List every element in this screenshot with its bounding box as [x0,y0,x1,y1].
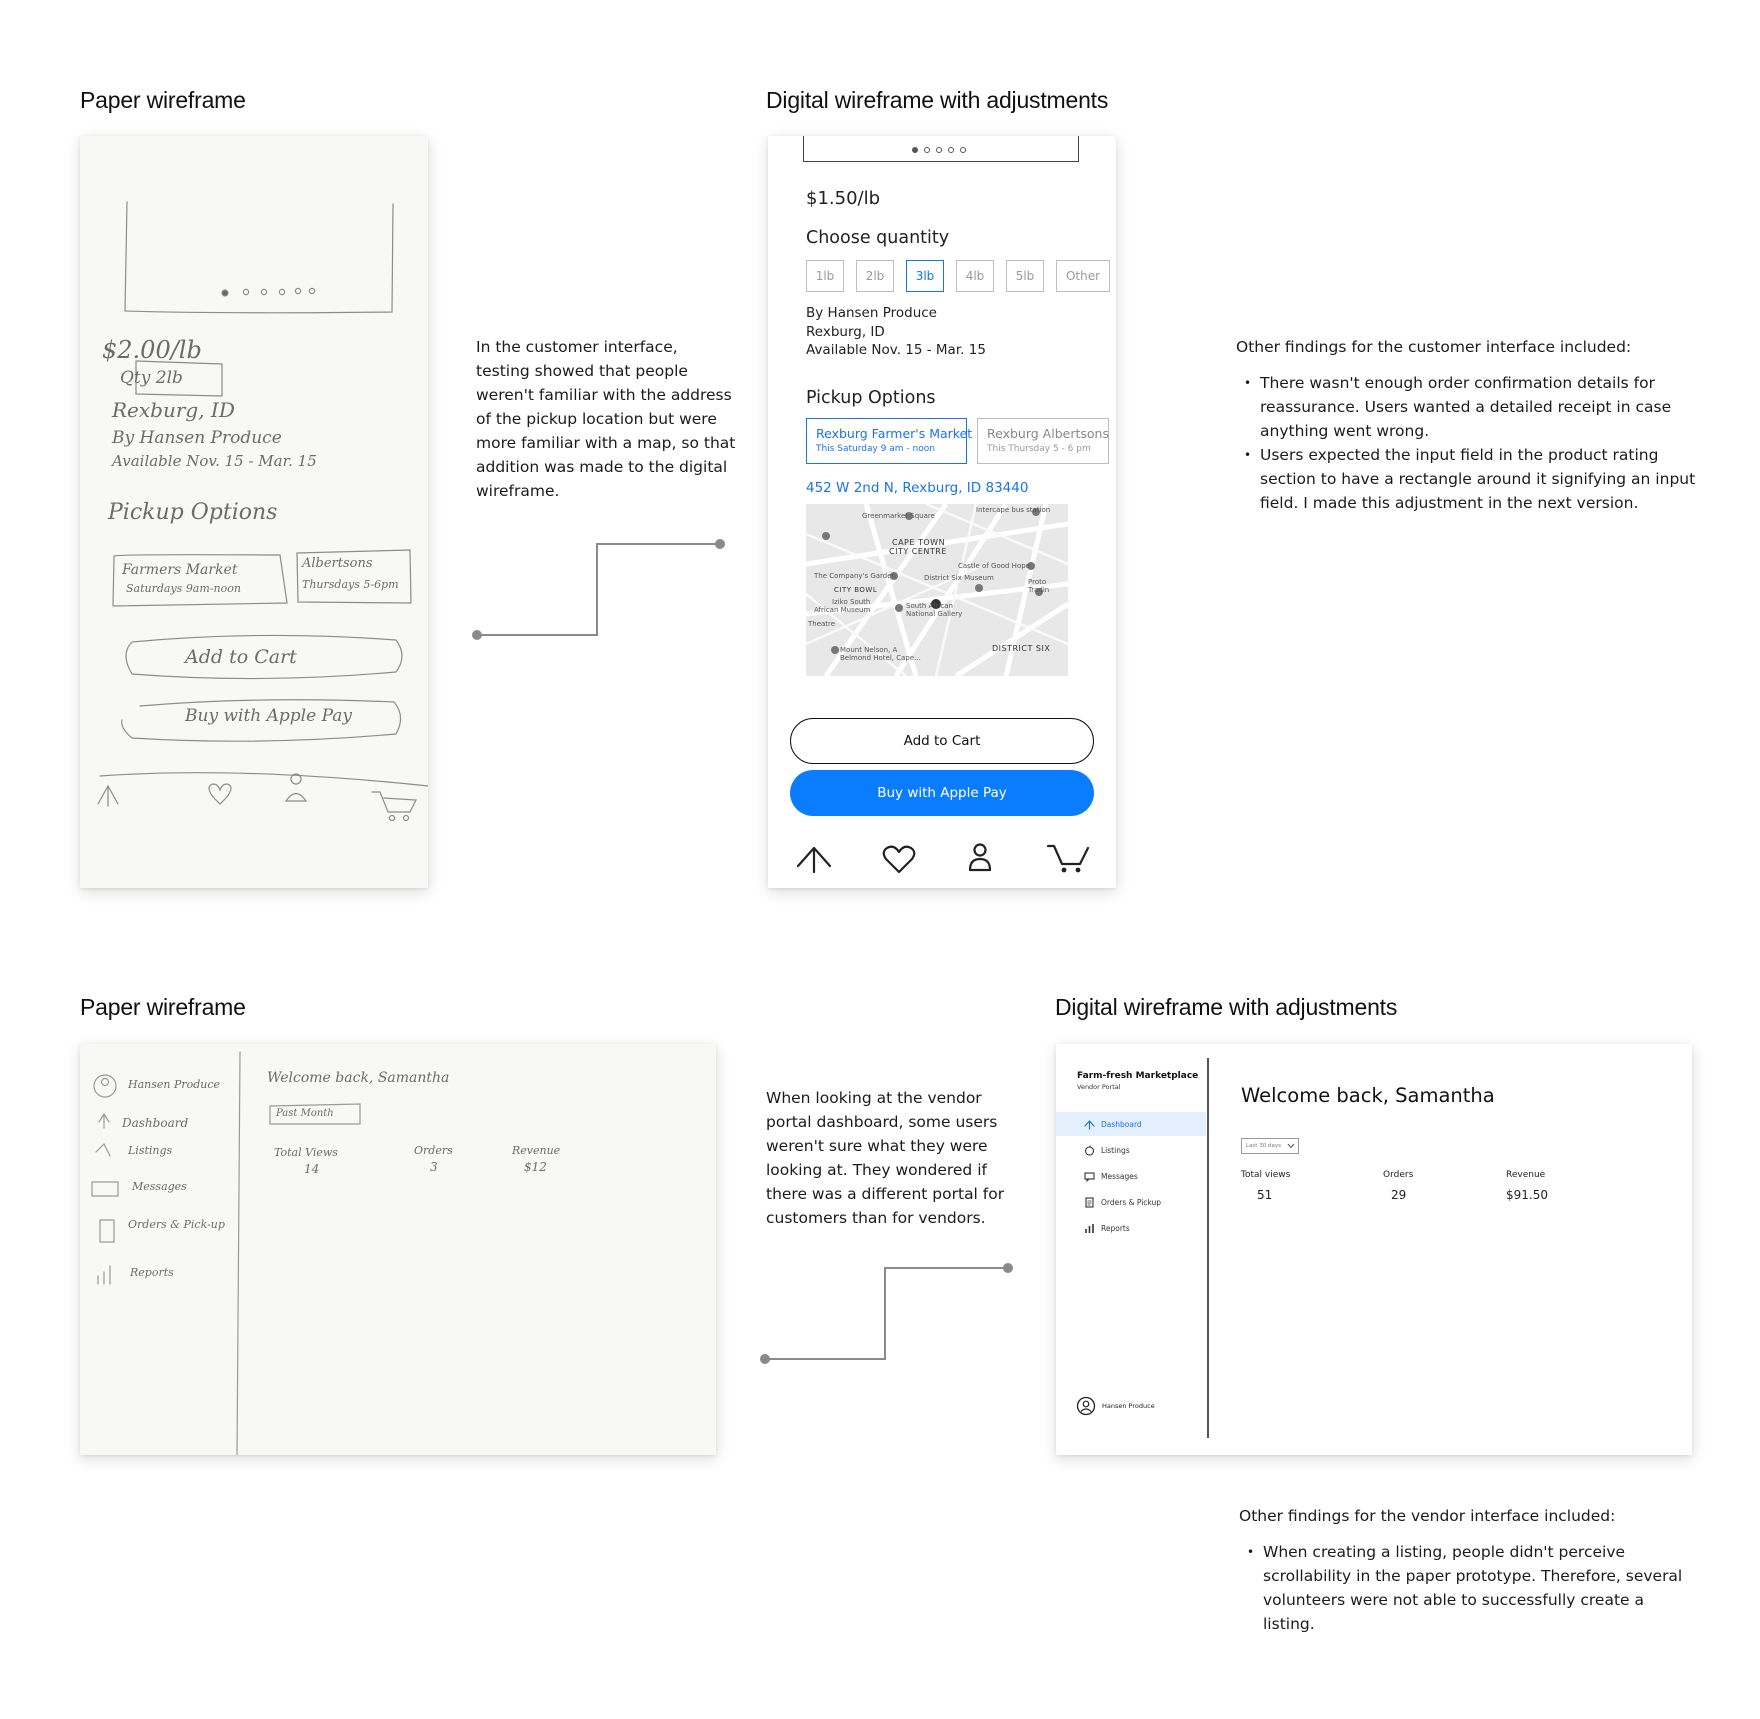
sidebar-item-label: Reports [1101,1223,1130,1233]
sketch-pickup-heading: Pickup Options [108,500,278,525]
sketch-pickup-a-line2: Saturdays 9am-noon [126,582,241,595]
availability: Available Nov. 15 - Mar. 15 [806,342,986,358]
sketch-nav-item: Dashboard [122,1116,189,1130]
sketch-apple-pay: Buy with Apple Pay [185,706,352,726]
top-paper-title: Paper wireframe [80,87,246,113]
pickup-address-link[interactable]: 452 W 2nd N, Rexburg, ID 83440 [806,480,1029,496]
sidebar-item-messages[interactable] [1056,1164,1206,1188]
top-digital-title: Digital wireframe with adjustments [766,87,1109,113]
map-label: CITY CENTRE [889,547,947,556]
customer-findings-intro: Other findings for the customer interface included: [1236,338,1632,356]
map-label: Belmond Hotel, Cape... [840,654,921,662]
finding-item: • When creating a listing, people didn't perceive scrollability in the paper prototype. Therefore, several volunteers were not able to successfully create a listing. [1239,1540,1699,1636]
price: $1.50/lb [806,188,881,209]
pickup-option-albertsons[interactable] [977,418,1109,464]
stat-orders [1383,1170,1413,1202]
stat-label: Total views [1241,1170,1291,1180]
quantity-option-3lb[interactable]: 3lb [906,260,944,292]
heart-icon[interactable] [882,844,916,874]
home-icon[interactable] [796,842,832,874]
bar-chart-icon [1084,1223,1095,1234]
pickup-options-heading: Pickup Options [806,388,936,408]
map-label: Proto Tradin [1028,578,1050,594]
stat-label: Revenue [1506,1170,1546,1180]
seller-name: By Hansen Produce [806,305,937,321]
pickup-option-time: This Saturday 9 am - noon [816,444,935,454]
document-icon [1084,1197,1095,1208]
vendor-findings [1239,1504,1699,1636]
sketch-pickup-b-line1: Albertsons [302,556,373,571]
map-label: African Museum [814,606,871,614]
vendor-digital-wireframe [1056,1044,1692,1455]
sketch-location: Rexburg, ID [112,398,235,422]
vendor-note: When looking at the vendor portal dashboard, some users weren't sure what they were looking at. They wondered if there was a different portal for customers than for vendors. [766,1089,1005,1227]
stat-total-views [1241,1170,1290,1202]
sketch-nav-item: Messages [132,1180,187,1193]
sketch-welcome: Welcome back, Samantha [267,1070,450,1086]
sidebar-item-label: Orders & Pickup [1101,1197,1162,1207]
vendor-account-name: Hansen Produce [1102,1402,1155,1410]
home-icon [1084,1119,1095,1130]
quantity-option-2lb[interactable]: 2lb [856,260,894,292]
apple-pay-button[interactable]: Buy with Apple Pay [790,770,1094,816]
customer-findings [1236,335,1696,515]
quantity-option-1lb[interactable]: 1lb [806,260,844,292]
sidebar-item-label: Listings [1101,1145,1130,1155]
map-label: Mount Nelson, A [840,646,898,654]
profile-icon[interactable] [968,842,992,874]
sidebar-item-reports[interactable] [1056,1216,1206,1240]
portal-label: Vendor Portal [1077,1083,1121,1091]
sketch-lines [80,1044,716,1455]
welcome-heading: Welcome back, Samantha [1241,1084,1495,1107]
sketch-stat-label: Revenue [512,1144,561,1157]
map-label: South African [906,602,953,610]
carousel-dots[interactable] [912,147,966,153]
customer-note: In the customer interface, testing showed that people weren't familiar with the address of the pickup location but were more familiar with a map, so that addition was made to the digital wireframe. [476,338,736,500]
map-label: Iziko South [832,598,871,606]
seller-info [806,304,986,360]
pickup-option-time: This Thursday 5 - 6 pm [987,444,1091,454]
sketch-available: Available Nov. 15 - Mar. 15 [112,452,317,470]
produce-icon [1084,1145,1095,1156]
date-range-select[interactable] [1241,1138,1299,1154]
quantity-option-other[interactable]: Other [1056,260,1110,292]
pickup-option-name: Rexburg Farmer's Market [816,426,973,441]
sketch-nav-item: Listings [128,1144,173,1157]
app-name: Farm-fresh Marketplace [1077,1071,1199,1081]
message-icon [1084,1171,1095,1182]
sketch-pickup-a-line1: Farmers Market [122,562,238,578]
map-label: The Company's Garden [814,572,896,580]
sidebar-item-label: Messages [1101,1171,1138,1181]
connector-line [470,536,730,642]
image-carousel[interactable] [803,136,1079,162]
map-label: District Six Museum [924,574,994,582]
map-label: CITY BOWL [834,586,878,594]
sketch-stat-label: Orders [414,1144,453,1157]
bottom-digital-title: Digital wireframe with adjustments [1055,994,1398,1020]
sketch-stat-value: $12 [524,1160,547,1174]
sketch-nav-item: Orders & Pick-up [128,1218,225,1231]
sketch-price: $2.00/lb [102,336,202,364]
sketch-stat-value: 14 [304,1162,320,1176]
map-label: Intercape bus station [976,506,1051,514]
sketch-nav-item: Reports [130,1266,174,1279]
quantity-option-5lb[interactable]: 5lb [1006,260,1044,292]
quantity-option-4lb[interactable]: 4lb [956,260,994,292]
quantity-options [806,260,1116,294]
sidebar-nav [1056,1112,1207,1252]
bottom-paper-title: Paper wireframe [80,994,246,1020]
vendor-paper-wireframe [80,1044,716,1455]
map-label: Greenmarket Square [862,512,935,520]
cart-icon[interactable] [1046,844,1090,874]
customer-findings-list [1236,371,1696,515]
stat-value: $91.50 [1506,1188,1548,1202]
stat-label: Orders [1383,1170,1414,1180]
stat-value: 29 [1391,1188,1407,1202]
vendor-account[interactable] [1076,1396,1155,1416]
sketch-vendor: Hansen Produce [128,1078,221,1091]
finding-item: • Users expected the input field in the product rating section to have a rectangle around it signifying an input field. I made this adjustment in the next version. [1236,443,1696,515]
avatar-icon [1076,1396,1096,1416]
map-label: DISTRICT SIX [992,644,1051,653]
sidebar-divider [1207,1058,1209,1438]
pickup-option-farmers-market[interactable] [806,418,973,464]
sketch-stat-value: 3 [430,1160,438,1174]
seller-location: Rexburg, ID [806,323,885,340]
stat-value: 51 [1257,1188,1273,1202]
sketch-qty: Qty 2lb [120,368,183,388]
connector-line [758,1260,1016,1366]
customer-paper-wireframe [80,136,428,888]
map-label: CAPE TOWN [892,538,946,547]
finding-item: • There wasn't enough order confirmation details for reassurance. Users wanted a detailed receipt in case anything went wrong. [1236,371,1696,443]
sketch-pickup-b-line2: Thursdays 5-6pm [302,578,399,591]
chevron-down-icon [1287,1143,1295,1149]
pickup-map[interactable] [806,504,1068,676]
customer-digital-wireframe [768,136,1116,888]
choose-quantity-label: Choose quantity [806,228,950,248]
sketch-filter: Past Month [276,1108,334,1119]
map-label: National Gallery [906,610,963,618]
vendor-findings-intro: Other findings for the vendor interface included: [1239,1507,1616,1525]
pickup-option-name: Rexburg Albertsons [987,426,1109,441]
sidebar-item-label: Dashboard [1101,1119,1142,1129]
sketch-stat-label: Total Views [274,1146,338,1159]
map-label: Theatre [808,620,836,628]
map-label: Castle of Good Hope [958,562,1030,570]
vendor-findings-list [1239,1540,1699,1636]
sidebar-item-dashboard[interactable] [1056,1112,1206,1136]
sketch-add-to-cart: Add to Cart [185,646,297,668]
sketch-by: By Hansen Produce [112,428,282,448]
add-to-cart-button[interactable]: Add to Cart [790,718,1094,764]
stat-revenue [1506,1170,1548,1202]
date-range-value: Last 30 days [1246,1143,1281,1149]
sidebar-item-orders-pickup[interactable] [1056,1190,1206,1214]
sidebar-item-listings[interactable] [1056,1138,1206,1162]
pickup-options [806,418,1116,466]
